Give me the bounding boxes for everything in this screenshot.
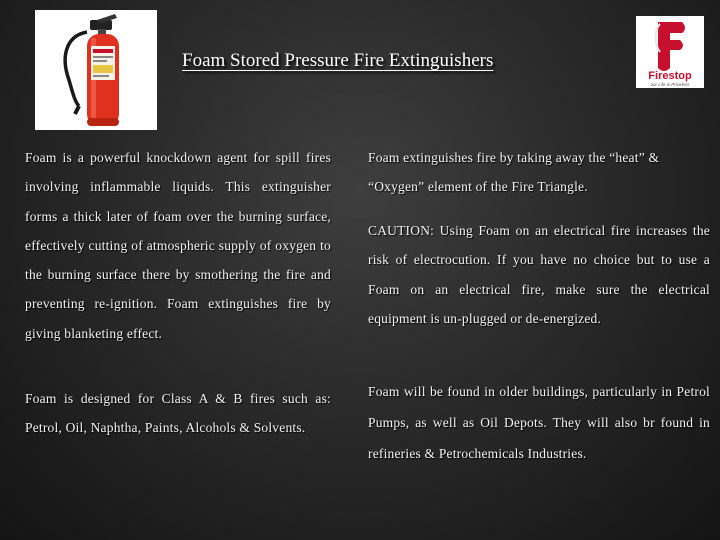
firestop-logo xyxy=(636,16,704,88)
logo-brand-text: Firestop xyxy=(648,70,692,82)
fire-classes-paragraph: Foam is designed for Class A & B fires such as: Petrol, Oil, Naphtha, Paints, Alcohols & Solvents. xyxy=(25,391,331,436)
page-title: Foam Stored Pressure Fire Extinguishers xyxy=(182,50,494,71)
foam-intro-paragraph: Foam is a powerful knockdown agent for spill fires involving inflammable liquids. This extinguisher forms a thick later of foam over the burning surface, effectively cutting of atmospheric supply of oxygen to the burning surface there by smothering the fire and preventing re-ignition. Foam extinguishes fire by giving blanketing effect. xyxy=(25,150,331,341)
caution-paragraph: CAUTION: Using Foam on an electrical fire increases the risk of electrocution. If you have no choice but to use a Foam on an electrical fire, make sure the electrical equipment is un-plugged or de-energized. xyxy=(368,223,710,326)
fire-extinguisher-icon xyxy=(35,10,157,130)
locations-paragraph: Foam will be found in older buildings, particularly in Petrol Pumps, as well as Oil Depots. They will also br found in refineries & Petrochemicals Industries. xyxy=(368,384,710,461)
fire-extinguisher-photo xyxy=(35,10,157,130)
fire-triangle-paragraph: Foam extinguishes fire by taking away the “heat” & “Oxygen” element of the Fire Triangle. xyxy=(368,150,660,195)
logo-tagline-text: our Life is Priceless xyxy=(650,82,690,87)
